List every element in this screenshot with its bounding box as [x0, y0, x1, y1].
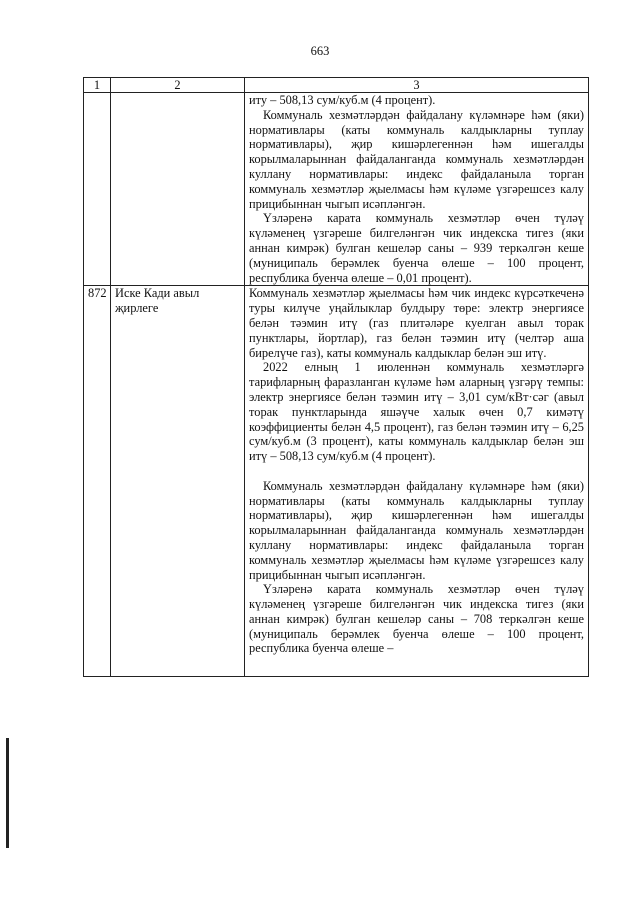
table-header-row — [84, 78, 589, 93]
paragraph: Үзләренә карата коммуналь хезмәтләр өчен түләү күләменең үзгәреше билгеләнгән чик индекска тигез (яки аннан кимрәк) булган кешеләр саны – 939 теркәлгән кеше (муниципаль берәмлек буенча өлеше – 100 процент, республика буенча өлеше – 0,01 процент). — [249, 211, 584, 285]
paragraph: Коммуналь хезмәтләрдән файдалану күләмнәре һәм (яки) нормативлары (каты коммуналь калдыкларны туплау нормативлары), җир кишәрлегеннән һәм ишегалды корылмаларыннан файдаланганда коммуналь хезмәтләрдән куллану нормативлары: индекс файдаланыла торган коммуналь хезмәтләр җыелмасы һәм күләме үзгәрешсез калу прицибыннан чыгып исәпләнгән. — [249, 478, 584, 582]
paragraph: Коммуналь хезмәтләрдән файдалану күләмнәре һәм (яки) нормативлары (каты коммуналь калдыкларны туплау нормативлары), җир кишәрлегеннән һәм ишегалды корылмаларыннан файдаланганда коммуналь хезмәтләрдән куллану нормативлары: индекс файдаланыла торган коммуналь хезмәтләр җыелмасы һәм күләме үзгәрешсез калу прицибыннан чыгып исәпләнгән. — [249, 107, 584, 211]
description-cell — [245, 286, 589, 677]
table-row — [84, 93, 589, 286]
paragraph: Коммуналь хезмәтләр җыелмасы һәм чик индекс күрсәткеченә туры килүче уңайлыклар булдыру төре: электр энергиясе белән тәэмин итү (газ плитәләре куелган авыл торак пунктлары, йортлар), газ белән тәэмин итү (челтәр аша бирелүче газ), каты коммуналь калдыклар белән эш итү. — [249, 286, 584, 360]
binding-edge-mark — [6, 738, 9, 848]
description-cell — [245, 93, 589, 286]
page-number: 663 — [310, 44, 330, 58]
paragraph: 2022 елның 1 июленнән коммуналь хезмәтләргә тарифларның фаразланган күләме һәм аларның үзгәрү темпы: электр энергиясе белән тәэмин итү – 3,01 сум/кВт·сәг (авыл торак пунктларында яшәүче халык өчен 0,7 кимәтү коэффициенты белән 4,5 процент), газ белән тәэмин итү – 6,25 сум/куб.м (3 процент), каты коммуналь калдыклар белән эш итү – 508,13 сум/куб.м (4 процент). — [249, 360, 584, 464]
settlement-name-cell — [111, 93, 245, 286]
column-header-3: 3 — [245, 78, 589, 93]
cell-continuation-space — [249, 656, 584, 676]
settlement-name-cell: Иске Кади авыл җирлеге — [111, 286, 245, 677]
row-number-cell — [84, 93, 111, 286]
paragraph: иту – 508,13 сум/куб.м (4 процент). — [249, 93, 436, 107]
paragraph: Үзләренә карата коммуналь хезмәтләр өчен түләү күләменең үзгәреше билгеләнгән чик индекска тигез (яки аннан кимрәк) булган кешеләр саны – 708 теркәлгән кеше (муниципаль берәмлек буенча өлеше – 100 процент, республика буенча өлеше – — [249, 582, 584, 656]
column-header-2: 2 — [111, 78, 245, 93]
table-row — [84, 286, 589, 677]
column-header-1: 1 — [84, 78, 111, 93]
document-table — [83, 77, 589, 677]
row-number-cell: 872 — [84, 286, 111, 677]
